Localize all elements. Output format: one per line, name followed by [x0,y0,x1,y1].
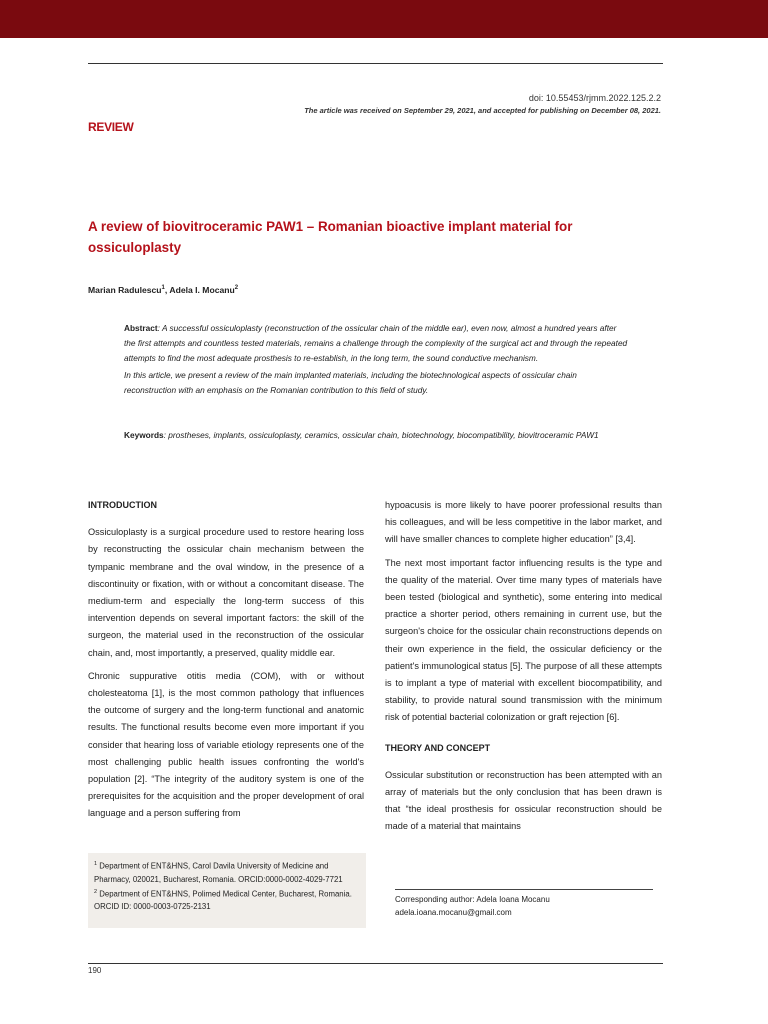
section-heading: THEORY AND CONCEPT [385,742,491,753]
section-heading: INTRODUCTION [88,500,157,510]
affiliation-footnotes [88,853,366,928]
footnote [94,886,360,914]
affiliation-marker: 2 [234,285,239,292]
corresponding-rule [395,889,653,890]
footnote [94,858,360,886]
left-column [88,497,364,829]
body-paragraph: Ossiculoplasty is a surgical procedure used to restore hearing loss by reconstructing the ossicular chain mechanism between the tympanic membrane and the oval window, in the presence of a discontinuity or fixation, with or without a concomitant disease. The medium-term and especially the long-term success of this intervention depends on several important factors: the skill of the surgeon, the material used in the reconstruction of the ossicular chain, and, most importantly, a preserved, quality middle ear. [88,527,364,658]
author-separator: , [164,285,170,295]
right-column [385,497,662,842]
author-name: Adela I. Mocanu [169,285,235,295]
corresponding-author [395,893,550,919]
body-paragraph: Chronic suppurative otitis media (COM), with or without cholesteatoma [1], is the most common pathology that influences the outcome of surgery and the long-term functional and anatomic results. The functional results become even more important if you consider that hearing loss of variable etiology represents one of the most challenging public health issues confronting the world's population [2]. “The integrity of the auditory system is one of the prerequisites for the acquisition and the proper development of oral language and a person suffering from [88,670,364,819]
corresponding-author-name: Corresponding author: Adela Ioana Mocanu [395,895,550,904]
abstract-label: Abstract [124,323,158,333]
footnote-text: Department of ENT&HNS, Carol Davila University of Medicine and Pharmacy, 020021, Bucharest, Romania. ORCID:0000-0002-4029-7721 [94,861,343,884]
corresponding-author-email[interactable]: adela.ioana.mocanu@gmail.com [395,908,512,917]
journal-top-bar [0,0,768,38]
header-rule [88,63,663,64]
body-paragraph: Ossicular substitution or reconstruction has been attempted with an array of materials but the only conclusion that has been drawn is that “the ideal prosthesis for ossicular reconstruction should be made of a material that maintains [385,769,662,832]
article-type-label: REVIEW [88,120,134,134]
article-title: A review of biovitroceramic PAW1 – Romanian bioactive implant material for ossiculoplasty [88,219,573,255]
doi-line[interactable]: doi: 10.55453/rjmm.2022.125.2.2 [528,93,661,103]
affiliation-marker: 1 [161,285,165,292]
body-paragraph: The next most important factor influencing results is the type and the quality of the material. Over time many types of materials have been tested (biological and synthetic), some entering into medical practice a shorter period, others remaining in current use, but the surgeon's choice for the ossicular chain reconstructions depends on their own experience in the field, the ossicular deficiency or the patient's immunological status [5]. The purpose of all these attempts is to implant a type of material with excellent biocompatibility, and stability, to provide natural sound transmission with the minimum risk of potential bacterial colonization or graft rejection [6]. [385,557,662,723]
footnote-marker: 1 [94,861,98,867]
footnote-marker: 2 [94,888,98,895]
footnote-text: Department of ENT&HNS, Polimed Medical Center, Bucharest, Romania. ORCID ID: 0000-0003-0725-2131 [94,889,352,912]
keywords-text: : prostheses, implants, ossiculoplasty, ceramics, ossicular chain, biotechnology, biocompatibility, biovitroceramic PAW1 [163,430,599,440]
body-paragraph: hypoacusis is more likely to have poorer professional results than his colleagues, and will be less competitive in the labor market, and will have smaller chances to complete higher education” [3,4]. [385,500,662,545]
keywords [124,428,629,443]
footer-rule [88,963,663,964]
abstract [124,321,629,398]
author-name: Marian Radulescu [88,285,162,295]
author-list [88,285,238,295]
abstract-paragraph [124,321,629,366]
keywords-label: Keywords [124,430,164,440]
abstract-text: : A successful ossiculoplasty (reconstruction of the ossicular chain of the middle ear), even now, almost a hundred years after the first attempts and countless tested materials, remains a challenge through the complexity of the surgical act and through the repeated attempts to find the most adequate prosthesis to re-establish, in the long term, the sound conductive mechanism. [124,323,628,363]
page-number: 190 [88,966,102,975]
received-date-line: The article was received on September 29, 2021, and accepted for publishing on December 08, 2021. [304,106,661,115]
abstract-paragraph: In this article, we present a review of the main implanted materials, including the biotechnological aspects of ossicular chain reconstruction with an emphasis on the Romanian contribution to this field of study. [124,370,577,395]
